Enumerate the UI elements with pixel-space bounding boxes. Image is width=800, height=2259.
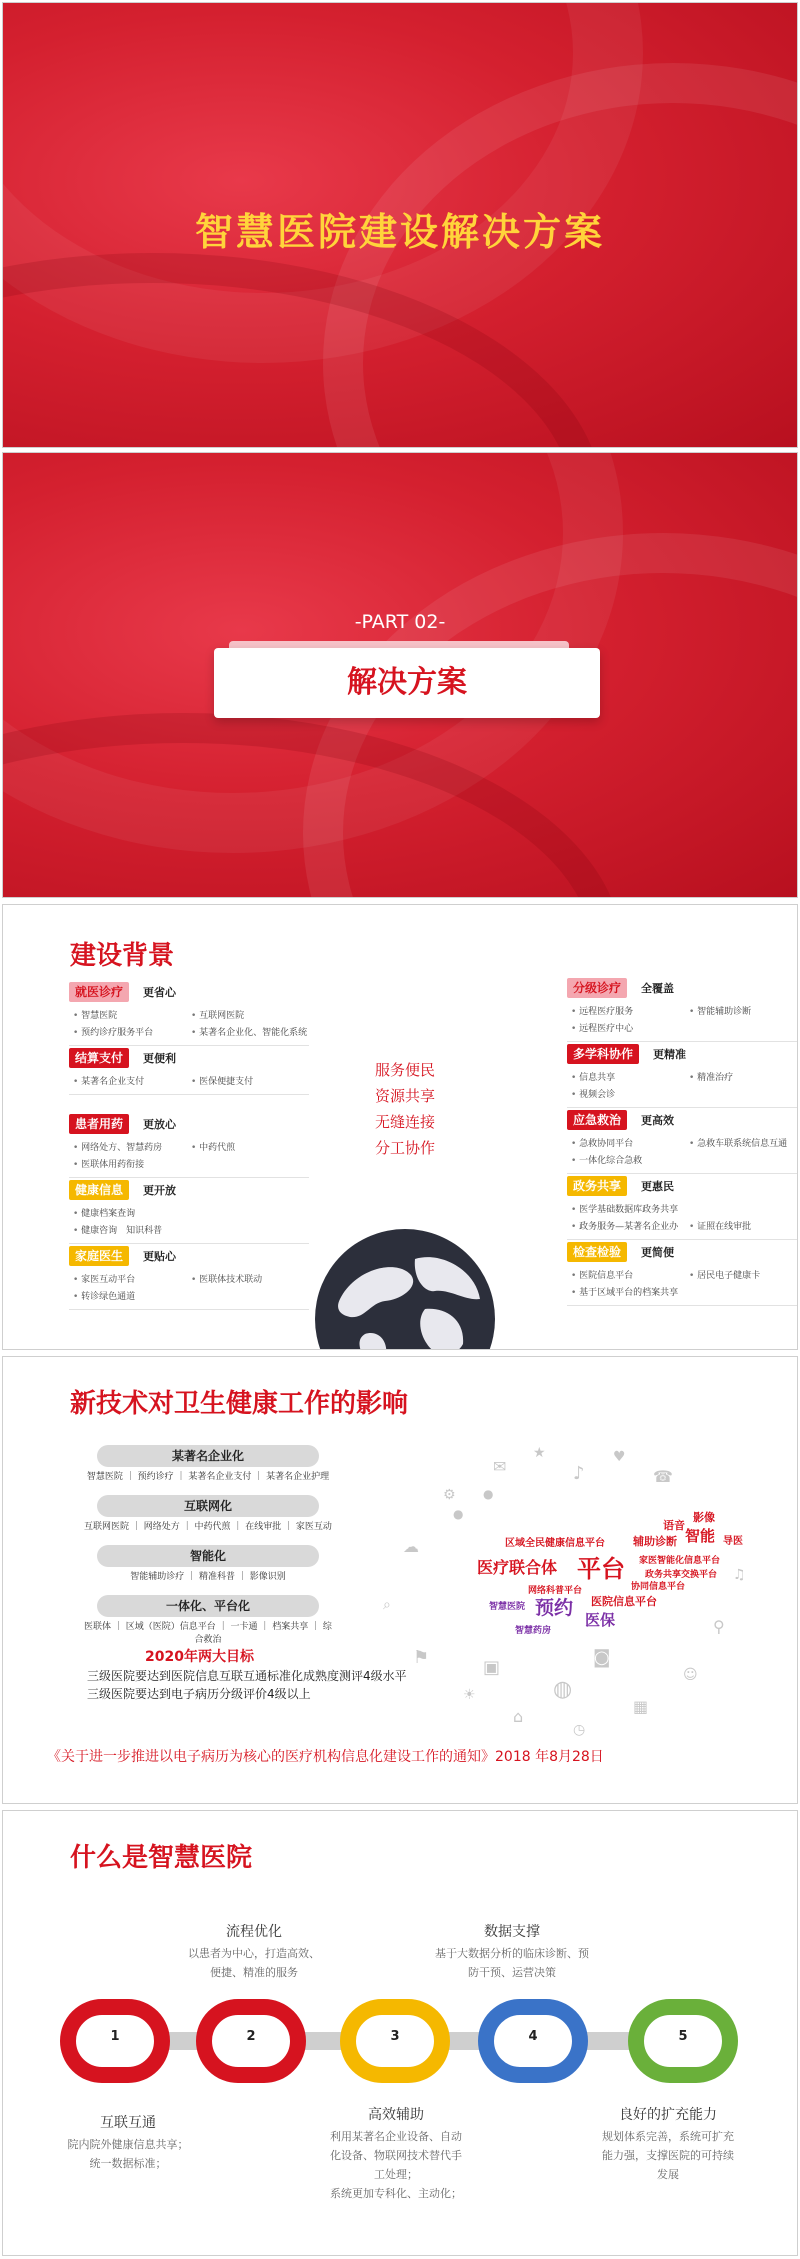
home-icon: ⌂ <box>513 1707 524 1726</box>
category-item: • 政务服务—某著名企业办 <box>571 1220 689 1235</box>
category-items <box>571 1269 798 1301</box>
category-tag: 应急救治 <box>567 1110 627 1130</box>
category-item: • 医学基础数据库政务共享 <box>571 1203 689 1218</box>
slide-section <box>2 452 798 898</box>
mail-icon: ✉ <box>493 1457 507 1476</box>
sun-icon: ☀ <box>463 1687 476 1703</box>
slide-heading: 新技术对卫生健康工作的影响 <box>70 1389 409 1419</box>
category-benefit: 更简便 <box>641 1246 675 1259</box>
category-benefit: 全覆盖 <box>641 982 675 995</box>
slide-title <box>2 2 798 448</box>
bell-icon: ♫ <box>733 1567 746 1583</box>
category-item: • 医院信息平台 <box>571 1269 689 1284</box>
feature-desc-line: 院内院外健康信息共享； <box>67 2138 189 2151</box>
search-icon: ⌕ <box>383 1597 391 1613</box>
user-icon: ☺ <box>683 1667 698 1683</box>
category-block <box>567 977 798 1042</box>
category-item: • 某著名企业支付 <box>73 1075 191 1090</box>
category-header <box>69 1245 309 1267</box>
cloud-word: 医院信息平台 <box>591 1595 657 1608</box>
chart-icon: ▦ <box>633 1697 649 1716</box>
goal-title: 2020年两大目标 <box>145 1649 254 1665</box>
category-header <box>69 1113 309 1135</box>
trend-items: 医联体 ｜ 区域（医院）信息平台 ｜ 一卡通 ｜ 档案共享 ｜ 综合救治 <box>84 1622 332 1645</box>
category-benefit: 更惠民 <box>641 1180 675 1193</box>
step-ring-3 <box>340 1999 450 2083</box>
category-item: • 证照在线审批 <box>689 1220 798 1235</box>
trend-pill: 一体化、平台化 <box>97 1595 319 1617</box>
category-block <box>567 1175 798 1240</box>
gear-icon: ⚙ <box>443 1487 456 1503</box>
divider <box>69 1094 309 1095</box>
dot-icon: ● <box>483 1487 494 1501</box>
category-items <box>73 1273 309 1305</box>
feature-desc <box>154 1944 354 1982</box>
trend-pill: 某著名企业化 <box>97 1445 319 1467</box>
feature-desc-line: 基于大数据分析的临床诊断、预 <box>435 1947 589 1960</box>
category-header <box>567 1241 798 1263</box>
pin-icon: ⚲ <box>713 1617 725 1636</box>
category-tag: 就医诊疗 <box>69 982 129 1002</box>
section-heading: 解决方案 <box>214 648 600 718</box>
step-number: 2 <box>246 2029 256 2044</box>
category-tag: 结算支付 <box>69 1048 129 1068</box>
category-tag: 分级诊疗 <box>567 978 627 998</box>
category-header <box>567 1175 798 1197</box>
divider <box>567 1305 798 1306</box>
category-tag: 健康信息 <box>69 1180 129 1200</box>
category-item: • 中药代煎 <box>191 1141 309 1156</box>
cloud-word: 协同信息平台 <box>631 1582 686 1592</box>
word-cloud <box>383 1437 763 1747</box>
category-header <box>567 1109 798 1131</box>
divider <box>69 1177 309 1178</box>
music-icon: ♪ <box>573 1463 585 1484</box>
category-header <box>69 1047 309 1069</box>
feature-desc-line: 统一数据标准； <box>89 2157 167 2170</box>
cloud-word: 区域全民健康信息平台 <box>505 1538 605 1549</box>
category-benefit: 更贴心 <box>143 1250 177 1263</box>
goal-line: 三级医院要达到电子病历分级评价4级以上 <box>87 1687 311 1701</box>
step-ring-2 <box>196 1999 306 2083</box>
category-item: • 精准治疗 <box>689 1071 798 1086</box>
category-item: • 家医互动平台 <box>73 1273 191 1288</box>
feature-desc-line: 系统更加专科化、主动化； <box>330 2187 462 2200</box>
category-item: • 一体化综合急救 <box>571 1154 689 1169</box>
category-block <box>69 1113 309 1178</box>
feature-desc-line: 利用某著名企业设备、自动 <box>330 2130 462 2143</box>
globe-icon <box>315 1229 495 1350</box>
category-item: • 医联体技术联动 <box>191 1273 309 1288</box>
category-tag: 患者用药 <box>69 1114 129 1134</box>
step-number: 4 <box>528 2029 538 2044</box>
star-icon: ★ <box>533 1445 546 1461</box>
divider <box>567 1041 798 1042</box>
feature-title: 互联互通 <box>100 2115 156 2131</box>
category-benefit: 更精准 <box>653 1048 687 1061</box>
cloud-word: 预约 <box>535 1597 574 1619</box>
step-ring-4 <box>478 1999 588 2083</box>
category-item: • 健康咨询 知识科普 <box>73 1224 191 1239</box>
category-block <box>69 1047 309 1095</box>
category-items <box>571 1071 798 1103</box>
feature-desc-line: 防干预、运营决策 <box>468 1966 556 1979</box>
feature-desc <box>578 2127 758 2184</box>
globe-small-icon: ◍ <box>553 1677 573 1702</box>
category-header <box>567 1043 798 1065</box>
keyword: 分工协作 <box>374 1139 435 1157</box>
category-benefit: 更高效 <box>641 1114 675 1127</box>
slide-heading: 建设背景 <box>70 941 175 971</box>
category-items <box>73 1141 309 1173</box>
trend-items: 智能辅助诊疗 ｜ 精准科普 ｜ 影像识别 <box>130 1572 286 1582</box>
feature-desc-line: 能力强，支撑医院的可持续 <box>602 2149 734 2162</box>
trend-items: 互联网医院 ｜ 网络处方 ｜ 中药代煎 ｜ 在线审批 ｜ 家医互动 <box>84 1522 332 1532</box>
category-item: • 智能辅助诊断 <box>689 1005 798 1020</box>
category-block <box>567 1109 798 1174</box>
feature-desc-line: 规划体系完善，系统可扩充 <box>602 2130 734 2143</box>
category-block <box>69 1179 309 1244</box>
category-benefit: 更放心 <box>143 1118 177 1131</box>
cloud-word: 智慧药房 <box>515 1626 552 1636</box>
camera-icon: ◙ <box>593 1647 611 1668</box>
flag-icon: ⚑ <box>413 1647 430 1668</box>
cloud-word: 辅助诊断 <box>633 1535 677 1548</box>
category-benefit: 更便利 <box>143 1052 177 1065</box>
trend-pill: 互联网化 <box>97 1495 319 1517</box>
cloud-word: 政务共享交换平台 <box>645 1570 718 1580</box>
step-ring-5 <box>628 1999 738 2083</box>
cloud-icon: ☁ <box>403 1537 419 1556</box>
category-items <box>73 1207 309 1239</box>
category-block <box>69 981 309 1046</box>
category-tag: 多学科协作 <box>567 1044 639 1064</box>
category-benefit: 更开放 <box>143 1184 177 1197</box>
step-number: 3 <box>390 2029 400 2044</box>
cloud-word: 导医 <box>723 1536 743 1547</box>
divider <box>69 1309 309 1310</box>
divider <box>567 1239 798 1240</box>
category-item: • 某著名企业化、智能化系统 <box>191 1026 309 1041</box>
category-item: • 医联体用药衔接 <box>73 1158 191 1173</box>
step-number: 1 <box>110 2029 120 2044</box>
feature-title: 良好的扩充能力 <box>619 2107 717 2123</box>
cloud-word: 影像 <box>693 1511 715 1524</box>
category-header <box>567 977 798 999</box>
center-keywords <box>355 1057 455 1161</box>
divider <box>69 1243 309 1244</box>
category-item: • 信息共享 <box>571 1071 689 1086</box>
category-item: • 急救车联系统信息互通 <box>689 1137 798 1152</box>
cloud-word: 网络科普平台 <box>528 1586 583 1596</box>
cloud-word: 智能 <box>685 1527 716 1545</box>
lock-icon: ▣ <box>483 1657 501 1678</box>
heart-icon: ♥ <box>613 1449 626 1465</box>
category-header <box>69 981 309 1003</box>
category-item: • 转诊绿色通道 <box>73 1290 191 1305</box>
category-item: • 视频会诊 <box>571 1088 689 1103</box>
divider <box>567 1107 798 1108</box>
category-block <box>69 1245 309 1310</box>
part-label: -PART 02- <box>354 611 446 633</box>
keyword: 无缝连接 <box>374 1113 435 1131</box>
divider <box>567 1173 798 1174</box>
keyword: 服务便民 <box>374 1061 435 1079</box>
keyword: 资源共享 <box>374 1087 435 1105</box>
policy-notice: 《关于进一步推进以电子病历为核心的医疗机构信息化建设工作的通知》2018 年8月28日 <box>47 1749 604 1765</box>
feature-desc-line: 工处理； <box>374 2168 418 2181</box>
trend-pill: 智能化 <box>97 1545 319 1567</box>
category-tag: 家庭医生 <box>69 1246 129 1266</box>
category-block <box>567 1043 798 1108</box>
slide-background <box>2 904 798 1350</box>
cloud-word: 医疗联合体 <box>477 1558 558 1577</box>
category-item: • 远程医疗服务 <box>571 1005 689 1020</box>
cloud-word: 平台 <box>577 1555 625 1583</box>
category-item: • 居民电子健康卡 <box>689 1269 798 1284</box>
category-items <box>571 1137 798 1169</box>
category-item: • 远程医疗中心 <box>571 1022 689 1037</box>
presentation-title: 智慧医院建设解决方案 <box>194 210 605 254</box>
category-item: • 网络处方、智慧药房 <box>73 1141 191 1156</box>
category-items <box>571 1005 798 1037</box>
feature-desc <box>412 1944 612 1982</box>
feature-desc-line: 以患者为中心，打造高效、 <box>188 1947 320 1960</box>
cloud-word: 智慧医院 <box>489 1602 526 1612</box>
feature-desc-line: 发展 <box>657 2168 679 2181</box>
category-item: • 医保便捷支付 <box>191 1075 309 1090</box>
feature-title: 高效辅助 <box>368 2107 424 2123</box>
category-item: • 智慧医院 <box>73 1009 191 1024</box>
feature-desc <box>28 2135 228 2173</box>
clock-icon: ◷ <box>573 1722 586 1738</box>
cloud-word: 医保 <box>585 1611 616 1629</box>
category-item: • 急救协同平台 <box>571 1137 689 1152</box>
slide-background <box>2 1356 798 1804</box>
dot-icon: ● <box>453 1507 464 1521</box>
phone-icon: ☎ <box>653 1467 673 1486</box>
category-block <box>567 1241 798 1306</box>
trend-items: 智慧医院 ｜ 预约诊疗 ｜ 某著名企业支付 ｜ 某著名企业护理 <box>86 1472 330 1482</box>
cloud-word: 家医智能化信息平台 <box>639 1556 721 1566</box>
cloud-word: 语音 <box>663 1519 685 1532</box>
category-item: • 健康档案查询 <box>73 1207 191 1222</box>
category-item: • 互联网医院 <box>191 1009 309 1024</box>
feature-desc <box>296 2127 496 2203</box>
slide-heading: 什么是智慧医院 <box>70 1843 253 1873</box>
category-tag: 检查检验 <box>567 1242 627 1262</box>
step-number: 5 <box>678 2029 688 2044</box>
category-items <box>571 1203 798 1235</box>
category-items <box>73 1075 309 1090</box>
divider <box>69 1045 309 1046</box>
category-header <box>69 1179 309 1201</box>
feature-desc-line: 化设备、物联网技术替代手 <box>330 2149 462 2162</box>
category-items <box>73 1009 309 1041</box>
feature-title: 数据支撑 <box>484 1924 540 1940</box>
step-ring-1 <box>60 1999 170 2083</box>
feature-title: 流程优化 <box>226 1924 282 1940</box>
category-item: • 预约诊疗服务平台 <box>73 1026 191 1041</box>
category-benefit: 更省心 <box>143 986 177 999</box>
goal-line: 三级医院要达到医院信息互联互通标准化成熟度测评4级水平 <box>87 1669 407 1683</box>
feature-desc-line: 便捷、精准的服务 <box>210 1966 298 1979</box>
category-item: • 基于区域平台的档案共享 <box>571 1286 689 1301</box>
category-tag: 政务共享 <box>567 1176 627 1196</box>
